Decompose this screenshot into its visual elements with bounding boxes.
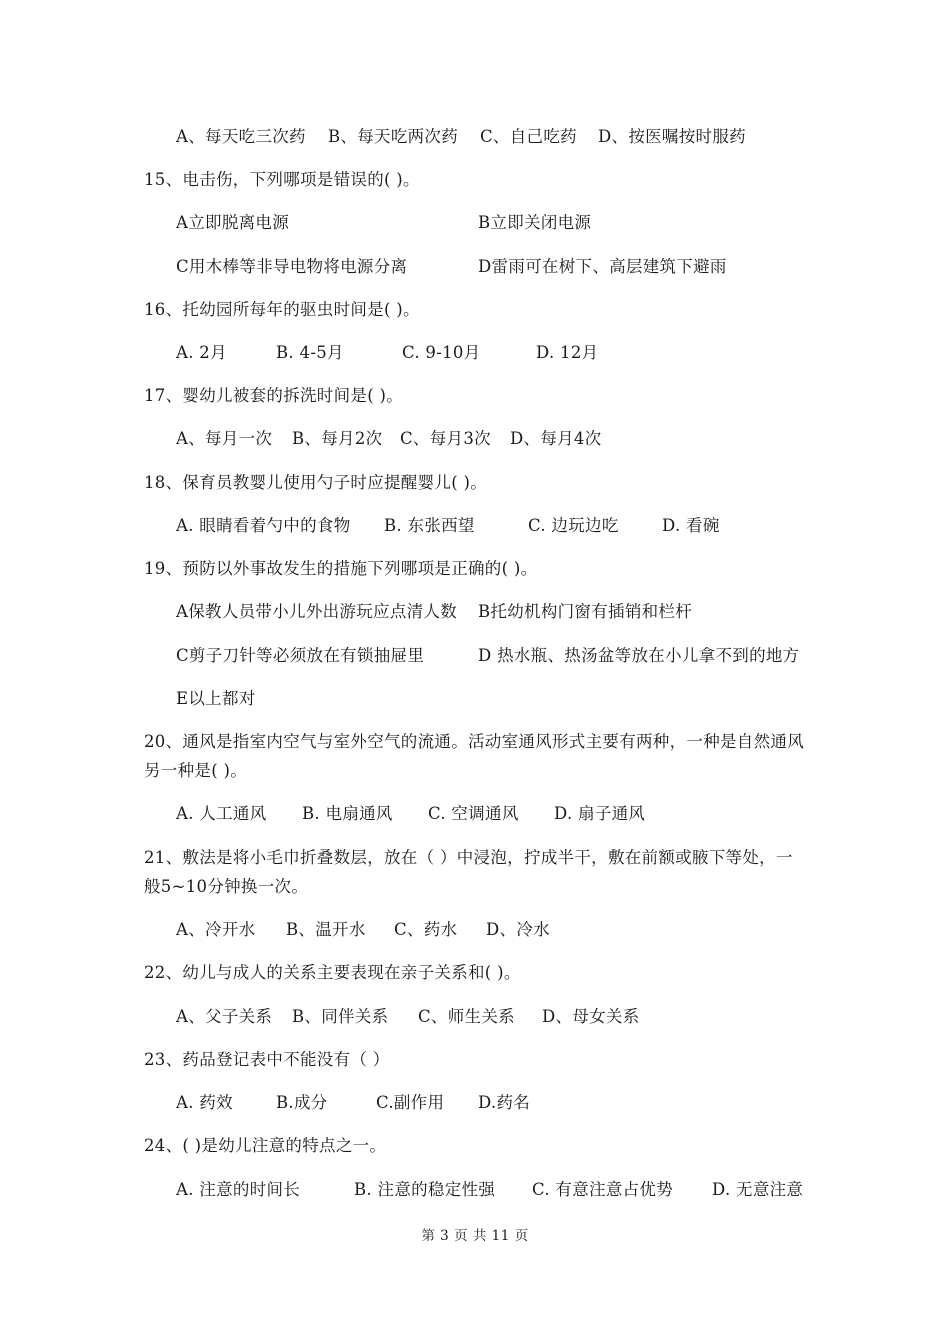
question-22: 22、幼儿与成人的关系主要表现在亲子关系和( )。 xyxy=(144,963,521,982)
q16-options xyxy=(176,342,598,364)
q18-option-c: C. 边玩边吃 xyxy=(528,516,619,535)
question-15: 15、电击伤，下列哪项是错误的( )。 xyxy=(144,170,420,189)
question-21-line-1: 21、敷法是将小毛巾折叠数层，放在（ ）中浸泡，拧成半干，敷在前额或腋下等处，一 xyxy=(144,848,793,867)
q15-option-a: A立即脱离电源 xyxy=(176,213,290,232)
q15-option-b: B立即关闭电源 xyxy=(478,213,592,232)
q24-options xyxy=(176,1179,803,1201)
q21-option-c: C、药水 xyxy=(394,920,458,939)
q19-option-d: D 热水瓶、热汤盆等放在小儿拿不到的地方 xyxy=(478,646,800,665)
q16-option-a: A. 2月 xyxy=(176,343,227,362)
q20-options xyxy=(176,803,645,825)
q19-option-a: A保教人员带小儿外出游玩应点清人数 xyxy=(176,602,458,621)
q16-option-d: D. 12月 xyxy=(536,343,599,362)
q23-option-b: B.成分 xyxy=(276,1093,328,1112)
q20-option-b: B. 电扇通风 xyxy=(302,804,393,823)
q22-options xyxy=(176,1006,640,1028)
q17-option-b: B、每月2次 xyxy=(292,429,383,448)
q18-options xyxy=(176,515,720,537)
question-16: 16、托幼园所每年的驱虫时间是( )。 xyxy=(144,300,420,319)
q22-option-b: B、同伴关系 xyxy=(292,1007,389,1026)
question-20-line-1: 20、通风是指室内空气与室外空气的流通。活动室通风形式主要有两种，一种是自然通风 xyxy=(144,732,804,751)
q17-option-c: C、每月3次 xyxy=(400,429,491,448)
q22-option-c: C、师生关系 xyxy=(418,1007,515,1026)
q17-option-a: A、每月一次 xyxy=(176,429,273,448)
q14-options xyxy=(176,126,746,148)
q24-option-c: C. 有意注意占优势 xyxy=(532,1180,674,1199)
q21-options xyxy=(176,919,550,941)
question-21-line-2: 般5~10分钟换一次。 xyxy=(144,877,309,896)
question-17: 17、婴幼儿被套的拆洗时间是( )。 xyxy=(144,386,404,405)
q22-option-a: A、父子关系 xyxy=(176,1007,273,1026)
q19-option-b: B托幼机构门窗有插销和栏杆 xyxy=(478,602,693,621)
question-18: 18、保育员教婴儿使用勺子时应提醒婴儿( )。 xyxy=(144,473,488,492)
q21-option-b: B、温开水 xyxy=(286,920,366,939)
q21-option-a: A、冷开水 xyxy=(176,920,256,939)
q20-option-d: D. 扇子通风 xyxy=(554,804,646,823)
q15-option-c: C用木棒等非导电物将电源分离 xyxy=(176,257,408,276)
q24-option-a: A. 注意的时间长 xyxy=(176,1180,301,1199)
q23-option-d: D.药名 xyxy=(478,1093,531,1112)
q20-option-c: C. 空调通风 xyxy=(428,804,519,823)
q16-option-b: B. 4-5月 xyxy=(276,343,344,362)
q14-option-c: C、自己吃药 xyxy=(480,127,577,146)
q23-option-a: A. 药效 xyxy=(176,1093,233,1112)
q14-option-a: A、每天吃三次药 xyxy=(176,127,306,146)
q21-option-d: D、冷水 xyxy=(486,920,550,939)
q14-option-b: B、每天吃两次药 xyxy=(328,127,459,146)
question-20-line-2: 另一种是( )。 xyxy=(144,761,248,780)
q17-options xyxy=(176,428,602,450)
q15-option-d: D雷雨可在树下、高层建筑下避雨 xyxy=(478,257,727,276)
question-24: 24、( )是幼儿注意的特点之一。 xyxy=(144,1136,387,1155)
q18-option-a: A. 眼睛看着勺中的食物 xyxy=(176,516,351,535)
q18-option-d: D. 看碗 xyxy=(662,516,720,535)
q16-option-c: C. 9-10月 xyxy=(402,343,481,362)
q24-option-d: D. 无意注意 xyxy=(712,1180,804,1199)
q23-options xyxy=(176,1092,530,1114)
q18-option-b: B. 东张西望 xyxy=(384,516,475,535)
q19-option-e: E以上都对 xyxy=(176,689,256,708)
question-23: 23、药品登记表中不能没有（ ） xyxy=(144,1050,390,1069)
q17-option-d: D、每月4次 xyxy=(510,429,602,448)
q22-option-d: D、母女关系 xyxy=(542,1007,640,1026)
q14-option-d: D、按医嘱按时服药 xyxy=(598,127,746,146)
page-number-footer: 第 3 页 共 11 页 xyxy=(421,1228,529,1244)
question-19: 19、预防以外事故发生的措施下列哪项是正确的( )。 xyxy=(144,559,538,578)
q19-option-c: C剪子刀针等必须放在有锁抽屉里 xyxy=(176,646,425,665)
q24-option-b: B. 注意的稳定性强 xyxy=(354,1180,496,1199)
q20-option-a: A. 人工通风 xyxy=(176,804,267,823)
q23-option-c: C.副作用 xyxy=(376,1093,445,1112)
